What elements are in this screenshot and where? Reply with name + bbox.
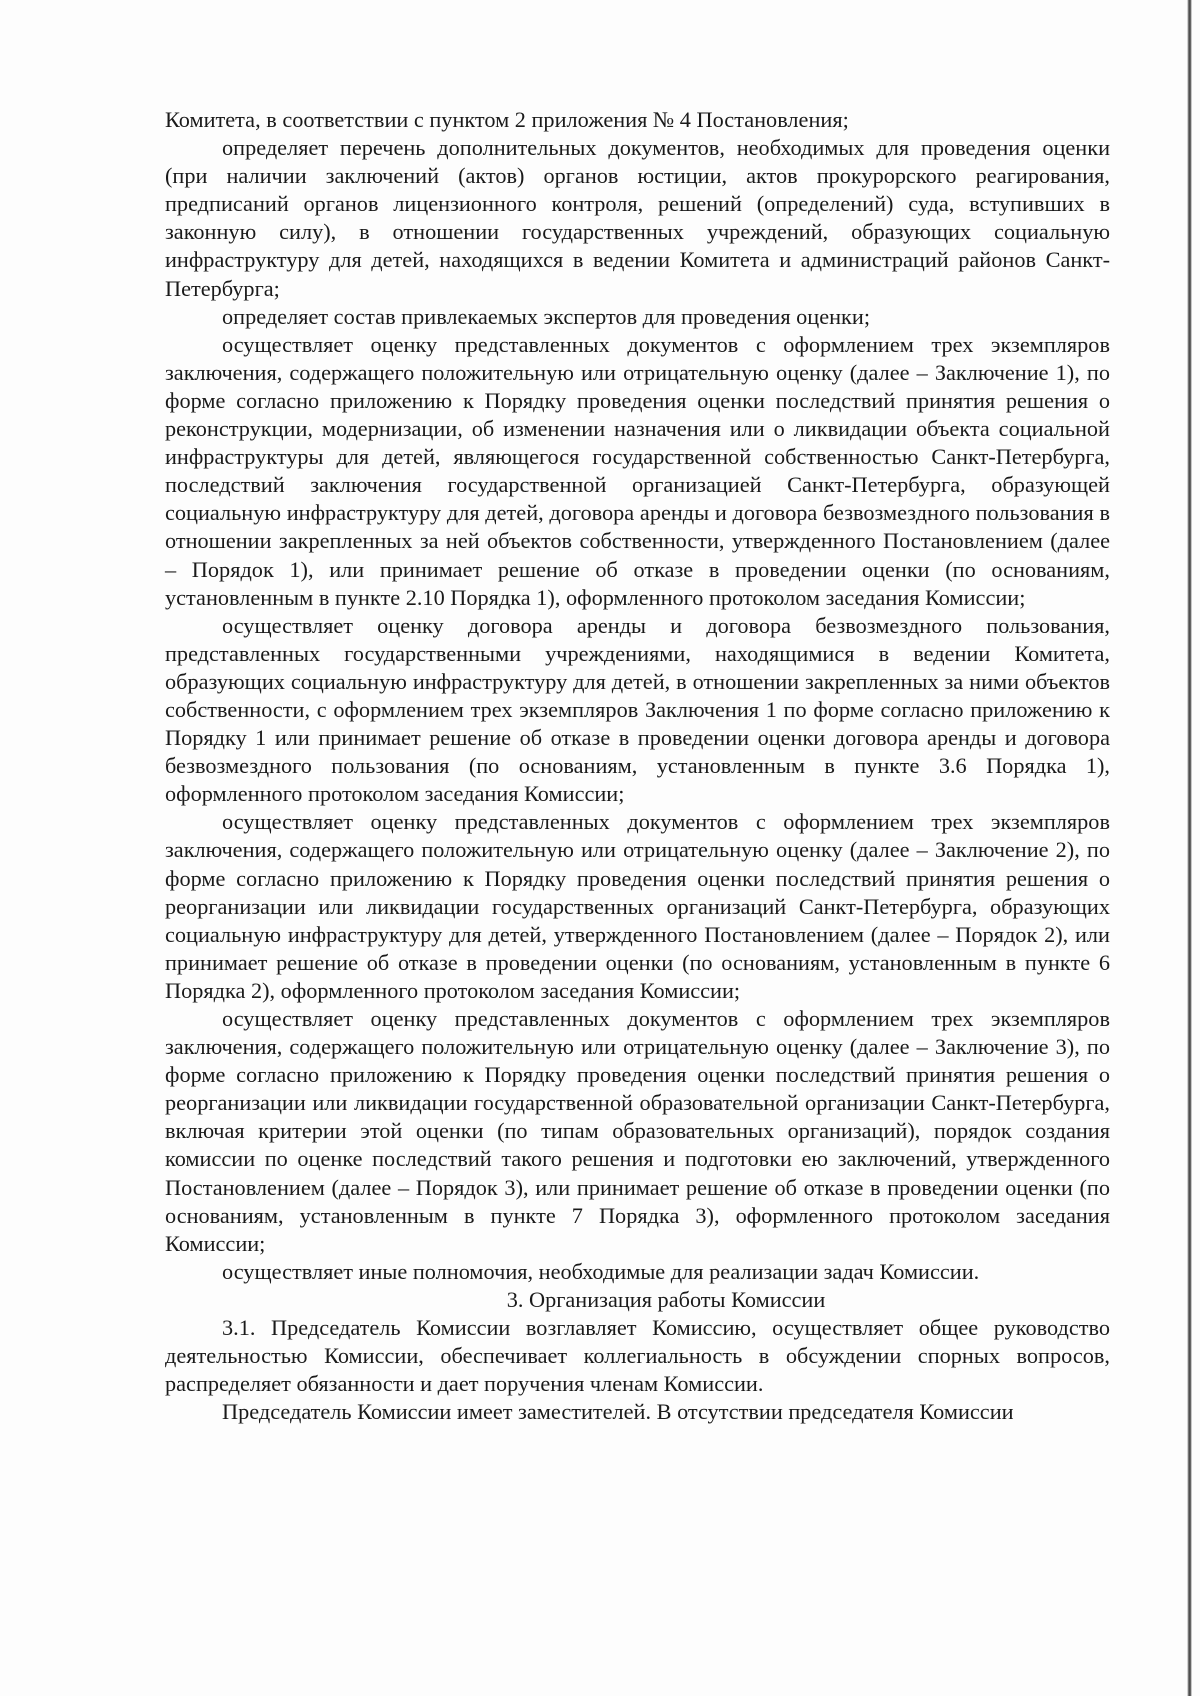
section-paragraph-1: 3.1. Председатель Комиссии возглавляет Комиссию, осуществляет общее руководство деятельностью Комиссии, обеспечивает коллегиальность в обсуждении спорных вопросов, распределяет обязанности и дает поручения членам Комиссии. [165,1315,1110,1397]
section-paragraph-2: Председатель Комиссии имеет заместителей. В отсутствии председателя Комиссии [222,1399,1014,1425]
paragraph-1: Комитета, в соответствии с пунктом 2 приложения № 4 Постановления; [165,107,849,132]
paragraph-6: осуществляет оценку представленных документов с оформлением трех экземпляров заключения, содержащего положительную или отрицательную оценку (далее – Заключение 2), по форме согласно приложению к Порядку проведения оценки последствий принятия решения о реорганизации или ликвидации государственных организаций Санкт-Петербурга, образующих социальную инфраструктуру для детей, утвержденного Постановлением (далее – Порядок 2), или принимает решение об отказе в проведении оценки (по основаниям, установленным в пункте 6 Порядка 2), оформленного протоколом заседания Комиссии; [165,809,1110,1003]
paragraph-5: осуществляет оценку договора аренды и договора безвозмездного пользования, представленных государственными учреждениями, находящимися в ведении Комитета, образующих социальную инфраструктуру для детей, в отношении закрепленных за ними объектов собственности, с оформлением трех экземпляров Заключения 1 по форме согласно приложению к Порядку 1 или принимает решение об отказе в проведении оценки договора аренды и договора безвозмездного пользования (по основаниям, установленным в пункте 3.6 Порядка 1), оформленного протоколом заседания Комиссии; [165,612,1110,807]
paragraph-7: осуществляет оценку представленных документов с оформлением трех экземпляров заключения, содержащего положительную или отрицательную оценку (далее – Заключение 3), по форме согласно приложению к Порядку проведения оценки последствий принятия решения о реорганизации или ликвидации государственной образовательной организации Санкт-Петербурга, включая критерии этой оценки (по типам образовательных организаций), порядок создания комиссии по оценке последствий такого решения и подготовки ею заключений, утвержденного Постановлением (далее – Порядок 3), или принимает решение об отказе в проведении оценки (по основаниям, установленным в пункте 7 Порядка 3), оформленного протоколом заседания Комиссии; [165,1006,1110,1256]
paragraph-8: осуществляет иные полномочия, необходимые для реализации задач Комиссии. [222,1258,980,1284]
paragraph-3: определяет состав привлекаемых экспертов для проведения оценки; [222,303,871,329]
paragraph-2: определяет перечень дополнительных документов, необходимых для проведения оценки (при наличии заключений (актов) органов юстиции, актов прокурорского реагирования, предписаний органов лицензионного контроля, решений (определений) суда, вступивших в законную силу), в отношении государственных учреждений, образующих социальную инфраструктуру для детей, находящихся в ведении Комитета и администраций районов Санкт-Петербурга; [165,135,1110,301]
scan-edge-line [1187,0,1192,1696]
section-heading: 3. Организация работы Комиссии [506,1286,826,1312]
document-body [165,106,1110,1426]
paragraph-4: осуществляет оценку представленных документов с оформлением трех экземпляров заключения, содержащего положительную или отрицательную оценку (далее – Заключение 1), по форме согласно приложению к Порядку проведения оценки последствий принятия решения о реконструкции, модернизации, об изменении назначения или о ликвидации объекта социальной инфраструктуры для детей, являющегося государственной собственностью Санкт-Петербурга, последствий заключения государственной организацией Санкт-Петербурга, образующей социальную инфраструктуру для детей, договора аренды и договора безвозмездного пользования в отношении закрепленных за ней объектов собственности, утвержденного Постановлением (далее – Порядок 1), или принимает решение об отказе в проведении оценки (по основаниям, установленным в пункте 2.10 Порядка 1), оформленного протоколом заседания Комиссии; [165,331,1110,610]
